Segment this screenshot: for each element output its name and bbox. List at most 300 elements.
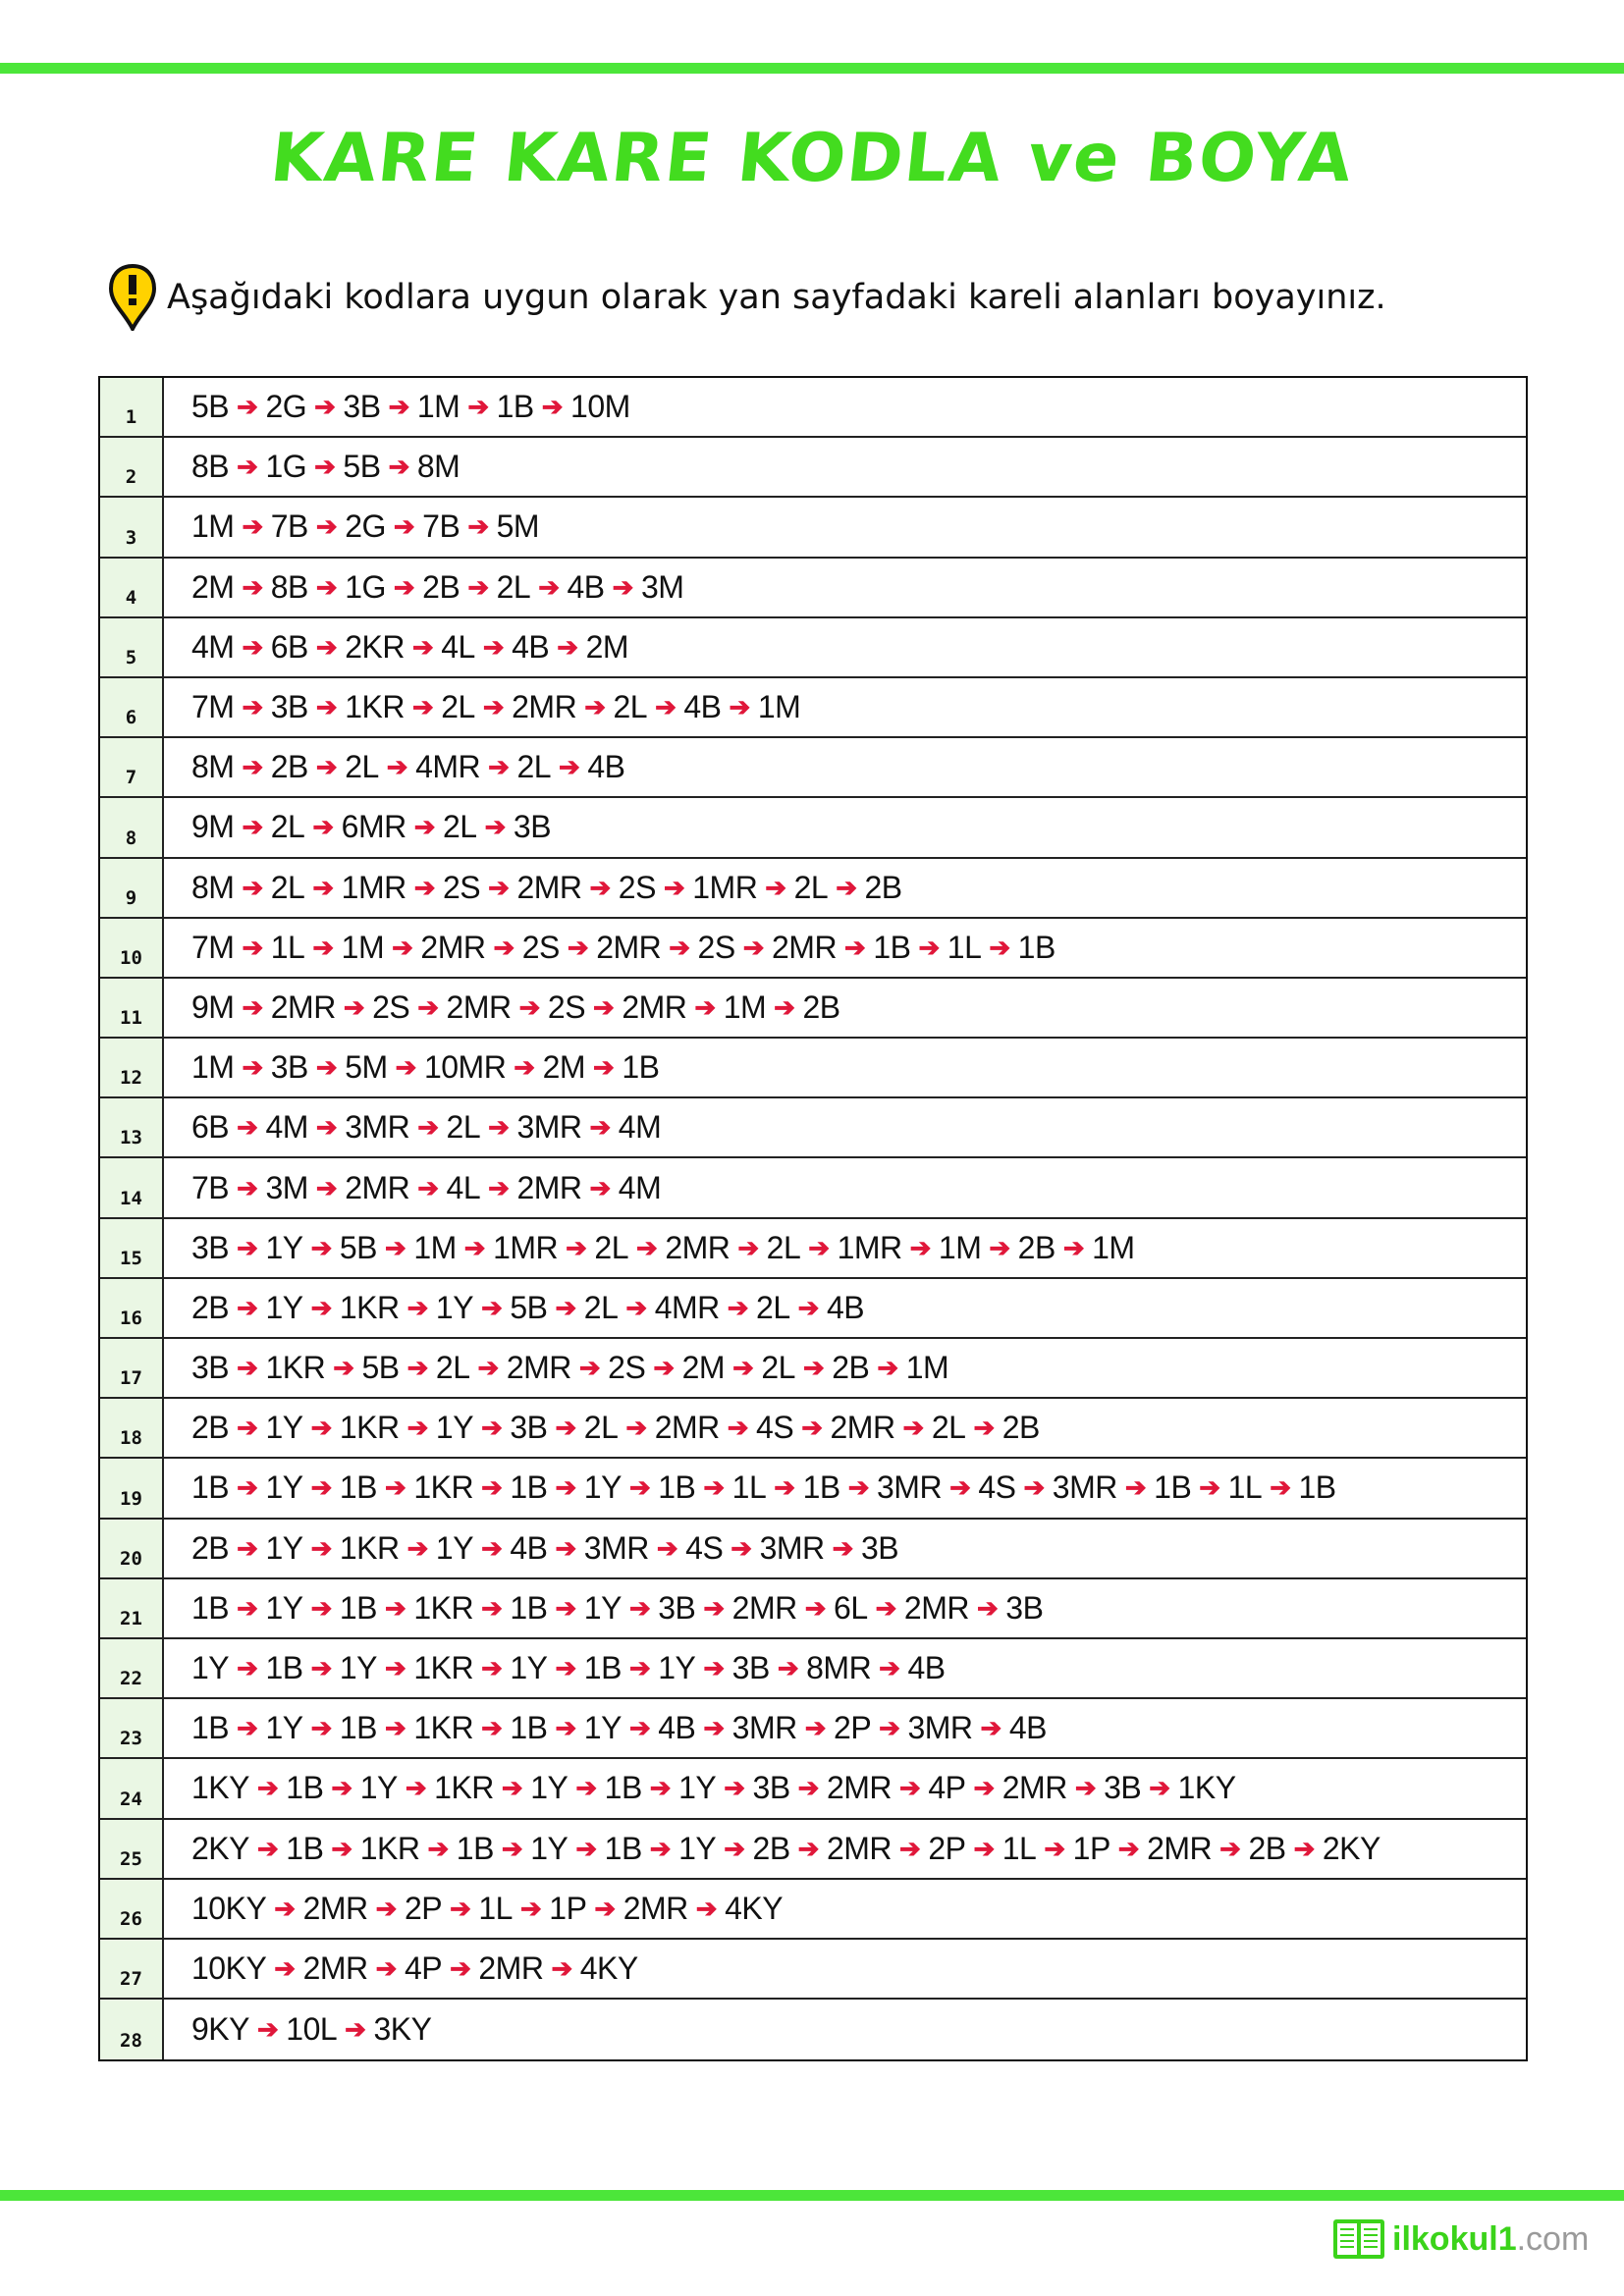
arrow-right-icon: ➔	[481, 1653, 503, 1683]
arrow-right-icon: ➔	[1124, 1472, 1147, 1503]
arrow-right-icon: ➔	[1149, 1773, 1170, 1803]
code-item: 1Y	[435, 1289, 474, 1325]
arrow-right-icon: ➔	[242, 1052, 263, 1083]
arrow-right-icon: ➔	[656, 1532, 678, 1563]
code-sequence	[164, 1279, 1526, 1337]
arrow-right-icon: ➔	[727, 1413, 749, 1443]
code-sequence	[164, 378, 1526, 436]
code-item: 2B	[191, 1410, 230, 1446]
code-item: 10KY	[191, 1949, 267, 1986]
arrow-right-icon: ➔	[555, 1472, 576, 1503]
table-row	[100, 798, 1526, 858]
arrow-right-icon: ➔	[1199, 1472, 1220, 1503]
code-item: 3B	[191, 1229, 230, 1265]
code-item: 4B	[1008, 1710, 1047, 1746]
arrow-right-icon: ➔	[314, 452, 336, 482]
code-item: 4KY	[579, 1949, 638, 1986]
row-number: 10	[100, 919, 164, 977]
code-item: 2KY	[1322, 1830, 1380, 1866]
code-item: 3MR	[345, 1109, 410, 1146]
table-row	[100, 919, 1526, 979]
arrow-right-icon: ➔	[406, 1413, 428, 1443]
arrow-right-icon: ➔	[653, 1353, 675, 1383]
arrow-right-icon: ➔	[242, 752, 263, 782]
code-item: 2MR	[623, 1890, 688, 1926]
code-item: 5B	[361, 1350, 400, 1386]
row-number: 13	[100, 1098, 164, 1156]
code-item: 1Y	[359, 1770, 398, 1806]
arrow-right-icon: ➔	[557, 631, 578, 662]
code-item: 2B	[1001, 1410, 1040, 1446]
code-item: 2S	[443, 869, 481, 905]
arrow-right-icon: ➔	[703, 1472, 725, 1503]
arrow-right-icon: ➔	[844, 932, 866, 962]
arrow-right-icon: ➔	[593, 991, 615, 1022]
arrow-right-icon: ➔	[393, 571, 415, 602]
code-sequence	[164, 979, 1526, 1037]
code-item: 3MR	[731, 1710, 797, 1746]
arrow-right-icon: ➔	[481, 1592, 503, 1623]
code-item: 3B	[658, 1589, 696, 1626]
code-item: 1B	[456, 1830, 494, 1866]
code-item: 4L	[446, 1169, 481, 1205]
code-item: 8B	[191, 449, 230, 485]
code-item: 1M	[191, 508, 235, 545]
code-item: 2B	[752, 1830, 790, 1866]
row-number: 26	[100, 1880, 164, 1938]
code-item: 3B	[860, 1529, 899, 1566]
arrow-right-icon: ➔	[625, 1413, 647, 1443]
code-item: 2S	[372, 988, 410, 1025]
code-item: 2L	[446, 1109, 481, 1146]
code-item: 2MR	[446, 988, 512, 1025]
arrow-right-icon: ➔	[237, 1353, 258, 1383]
code-item: 2L	[496, 568, 531, 605]
code-sequence	[164, 438, 1526, 496]
code-item: 8MR	[806, 1650, 872, 1686]
code-item: 1KR	[413, 1469, 474, 1506]
code-sequence	[164, 1699, 1526, 1757]
code-item: 2L	[793, 869, 829, 905]
code-item: 7B	[191, 1169, 230, 1205]
code-item: 1L	[947, 929, 982, 965]
arrow-right-icon: ➔	[242, 932, 263, 962]
table-row	[100, 1399, 1526, 1459]
code-item: 1KR	[359, 1830, 420, 1866]
arrow-right-icon: ➔	[481, 1532, 503, 1563]
arrow-right-icon: ➔	[345, 2014, 366, 2045]
arrow-right-icon: ➔	[484, 812, 506, 842]
code-item: 3B	[270, 1049, 308, 1086]
arrow-right-icon: ➔	[310, 1713, 332, 1743]
table-row	[100, 1639, 1526, 1699]
arrow-right-icon: ➔	[375, 1952, 397, 1983]
arrow-right-icon: ➔	[628, 1713, 651, 1743]
code-item: 2B	[270, 749, 308, 785]
row-number: 9	[100, 859, 164, 917]
code-item: 2B	[802, 988, 840, 1025]
code-item: 1M	[1092, 1229, 1135, 1265]
arrow-right-icon: ➔	[481, 1292, 503, 1322]
code-item: 2S	[547, 988, 586, 1025]
arrow-right-icon: ➔	[467, 392, 489, 422]
code-item: 3MR	[583, 1529, 649, 1566]
code-item: 1B	[1154, 1469, 1192, 1506]
arrow-right-icon: ➔	[973, 1773, 995, 1803]
arrow-right-icon: ➔	[463, 1232, 486, 1262]
code-item: 1KY	[191, 1770, 249, 1806]
code-item: 1KR	[339, 1410, 400, 1446]
row-number: 22	[100, 1639, 164, 1697]
arrow-right-icon: ➔	[274, 1952, 296, 1983]
arrow-right-icon: ➔	[976, 1592, 999, 1623]
arrow-right-icon: ➔	[737, 1232, 759, 1262]
arrow-right-icon: ➔	[242, 692, 263, 722]
code-item: 10M	[570, 389, 630, 425]
arrow-right-icon: ➔	[669, 932, 690, 962]
arrow-right-icon: ➔	[385, 1653, 406, 1683]
code-item: 2MR	[302, 1890, 368, 1926]
arrow-right-icon: ➔	[242, 511, 263, 542]
arrow-right-icon: ➔	[256, 1773, 279, 1803]
code-item: 4MR	[654, 1289, 720, 1325]
code-item: 1M	[191, 1049, 235, 1086]
row-number: 3	[100, 498, 164, 556]
code-item: 2P	[834, 1710, 872, 1746]
arrow-right-icon: ➔	[555, 1653, 576, 1683]
arrow-right-icon: ➔	[724, 1833, 745, 1863]
code-item: 2MR	[516, 869, 582, 905]
arrow-right-icon: ➔	[804, 1713, 827, 1743]
code-item: 3KY	[373, 2011, 432, 2048]
code-item: 1Y	[265, 1289, 303, 1325]
code-item: 1B	[339, 1710, 378, 1746]
code-sequence	[164, 1520, 1526, 1577]
code-sequence	[164, 618, 1526, 676]
arrow-right-icon: ➔	[612, 571, 633, 602]
arrow-right-icon: ➔	[594, 1893, 616, 1923]
arrow-right-icon: ➔	[804, 1592, 827, 1623]
code-item: 1MR	[692, 869, 758, 905]
code-item: 1L	[1001, 1830, 1037, 1866]
arrow-right-icon: ➔	[242, 812, 263, 842]
code-item: 2L	[516, 749, 552, 785]
code-sequence	[164, 1039, 1526, 1096]
code-item: 4B	[567, 568, 605, 605]
arrow-right-icon: ➔	[518, 991, 540, 1022]
arrow-right-icon: ➔	[237, 1532, 258, 1563]
arrow-right-icon: ➔	[555, 1292, 576, 1322]
arrow-right-icon: ➔	[315, 692, 338, 722]
code-item: 2L	[435, 1350, 470, 1386]
code-item: 1Y	[265, 1229, 303, 1265]
code-item: 4L	[441, 628, 475, 665]
code-item: 4B	[512, 628, 550, 665]
arrow-right-icon: ➔	[237, 1653, 258, 1683]
row-number: 11	[100, 979, 164, 1037]
code-item: 1KR	[413, 1650, 474, 1686]
arrow-right-icon: ➔	[589, 1172, 611, 1202]
arrow-right-icon: ➔	[467, 571, 489, 602]
arrow-right-icon: ➔	[256, 2014, 279, 2045]
code-item: 2MR	[654, 1410, 720, 1446]
arrow-right-icon: ➔	[797, 1292, 819, 1322]
code-item: 4M	[265, 1109, 308, 1146]
row-number: 21	[100, 1579, 164, 1637]
arrow-right-icon: ➔	[703, 1713, 725, 1743]
arrow-right-icon: ➔	[315, 511, 338, 542]
table-row	[100, 1520, 1526, 1579]
arrow-right-icon: ➔	[315, 631, 338, 662]
code-item: 1KR	[345, 689, 405, 725]
code-item: 2B	[832, 1350, 870, 1386]
arrow-right-icon: ➔	[628, 1653, 651, 1683]
arrow-right-icon: ➔	[519, 1893, 542, 1923]
arrow-right-icon: ➔	[385, 1592, 406, 1623]
code-item: 2L	[766, 1229, 801, 1265]
code-item: 1B	[510, 1469, 548, 1506]
code-item: 4M	[618, 1169, 662, 1205]
row-number: 12	[100, 1039, 164, 1096]
code-item: 1KY	[1177, 1770, 1236, 1806]
code-item: 2G	[345, 508, 386, 545]
arrow-right-icon: ➔	[802, 1353, 825, 1383]
code-item: 2L	[345, 749, 379, 785]
instruction-text: Aşağıdaki kodlara uygun olarak yan sayfadaki kareli alanları boyayınız.	[167, 278, 1386, 317]
code-item: 2MR	[516, 1169, 582, 1205]
code-item: 8M	[416, 449, 460, 485]
arrow-right-icon: ➔	[1270, 1472, 1291, 1503]
arrow-right-icon: ➔	[467, 511, 489, 542]
arrow-right-icon: ➔	[411, 631, 434, 662]
row-number: 4	[100, 559, 164, 616]
arrow-right-icon: ➔	[413, 872, 435, 902]
code-item: 4B	[510, 1529, 548, 1566]
table-row	[100, 498, 1526, 558]
code-item: 3MR	[877, 1469, 943, 1506]
code-item: 2MR	[478, 1949, 544, 1986]
arrow-right-icon: ➔	[899, 1833, 921, 1863]
code-item: 4P	[404, 1949, 443, 1986]
arrow-right-icon: ➔	[481, 1413, 503, 1443]
arrow-right-icon: ➔	[559, 752, 580, 782]
code-item: 1B	[510, 1589, 548, 1626]
arrow-right-icon: ➔	[417, 1112, 439, 1143]
code-item: 1KR	[339, 1289, 400, 1325]
table-row	[100, 1158, 1526, 1218]
arrow-right-icon: ➔	[655, 692, 677, 722]
code-item: 7B	[270, 508, 308, 545]
code-item: 1P	[549, 1890, 587, 1926]
code-item: 3MR	[516, 1109, 582, 1146]
row-number: 16	[100, 1279, 164, 1337]
arrow-right-icon: ➔	[450, 1952, 471, 1983]
table-row	[100, 1880, 1526, 1940]
arrow-right-icon: ➔	[742, 932, 764, 962]
code-item: 2MR	[270, 988, 336, 1025]
arrow-right-icon: ➔	[501, 1773, 523, 1803]
arrow-right-icon: ➔	[989, 1232, 1010, 1262]
code-item: 1B	[1017, 929, 1056, 965]
page-title: KARE KARE KODLA ve BOYA	[266, 120, 1358, 197]
code-item: 1M	[938, 1229, 982, 1265]
code-item: 2L	[583, 1410, 619, 1446]
arrow-right-icon: ➔	[731, 1532, 752, 1563]
arrow-right-icon: ➔	[973, 1413, 995, 1443]
code-sequence	[164, 1820, 1526, 1878]
arrow-right-icon: ➔	[242, 631, 263, 662]
code-item: 2MR	[622, 988, 687, 1025]
table-row	[100, 1759, 1526, 1819]
arrow-right-icon: ➔	[405, 1773, 427, 1803]
table-row	[100, 979, 1526, 1039]
arrow-right-icon: ➔	[555, 1532, 576, 1563]
warning-pin-icon	[108, 264, 157, 331]
arrow-right-icon: ➔	[909, 1232, 931, 1262]
code-item: 2MR	[1147, 1830, 1213, 1866]
arrow-right-icon: ➔	[501, 1833, 523, 1863]
arrow-right-icon: ➔	[918, 932, 940, 962]
arrow-right-icon: ➔	[774, 1472, 795, 1503]
table-row	[100, 1039, 1526, 1098]
code-item: 2MR	[302, 1949, 368, 1986]
arrow-right-icon: ➔	[836, 872, 857, 902]
code-item: 1M	[413, 1229, 457, 1265]
table-row	[100, 378, 1526, 438]
code-item: 1B	[191, 1710, 230, 1746]
code-item: 1B	[1298, 1469, 1336, 1506]
arrow-right-icon: ➔	[427, 1833, 449, 1863]
code-item: 1B	[191, 1469, 230, 1506]
code-item: 1B	[510, 1710, 548, 1746]
arrow-right-icon: ➔	[493, 932, 514, 962]
code-sequence	[164, 1339, 1526, 1397]
code-item: 2M	[585, 628, 629, 665]
arrow-right-icon: ➔	[315, 1172, 338, 1202]
code-item: 2M	[681, 1350, 726, 1386]
code-item: 4B	[826, 1289, 865, 1325]
code-sequence	[164, 919, 1526, 977]
code-item: 1Y	[678, 1830, 717, 1866]
arrow-right-icon: ➔	[482, 631, 505, 662]
arrow-right-icon: ➔	[801, 1413, 823, 1443]
code-item: 6L	[834, 1589, 868, 1626]
code-sequence	[164, 1759, 1526, 1817]
arrow-right-icon: ➔	[729, 692, 750, 722]
code-item: 2M	[191, 568, 235, 605]
arrow-right-icon: ➔	[625, 1292, 647, 1322]
code-item: 1KR	[413, 1589, 474, 1626]
code-item: 1Y	[265, 1469, 303, 1506]
row-number: 23	[100, 1699, 164, 1757]
code-item: 1Y	[339, 1650, 378, 1686]
table-row	[100, 1279, 1526, 1339]
table-row	[100, 1339, 1526, 1399]
code-item: 2MR	[903, 1589, 969, 1626]
arrow-right-icon: ➔	[331, 1773, 352, 1803]
top-divider	[0, 63, 1624, 74]
code-item: 2B	[191, 1529, 230, 1566]
code-item: 3MR	[759, 1529, 825, 1566]
code-item: 1B	[339, 1589, 378, 1626]
code-item: 1M	[757, 689, 801, 725]
code-sequence	[164, 1639, 1526, 1697]
code-item: 4B	[683, 689, 722, 725]
code-item: 2S	[608, 1350, 646, 1386]
code-item: 2P	[404, 1890, 443, 1926]
arrow-right-icon: ➔	[949, 1472, 971, 1503]
code-item: 3B	[513, 809, 552, 845]
arrow-right-icon: ➔	[395, 1052, 416, 1083]
code-item: 2S	[697, 929, 735, 965]
code-item: 1B	[496, 389, 534, 425]
code-item: 8M	[191, 749, 235, 785]
arrow-right-icon: ➔	[310, 1532, 332, 1563]
arrow-right-icon: ➔	[237, 1413, 258, 1443]
arrow-right-icon: ➔	[315, 1112, 338, 1143]
code-item: 3B	[731, 1650, 770, 1686]
arrow-right-icon: ➔	[777, 1653, 799, 1683]
table-row	[100, 618, 1526, 678]
code-item: 4KY	[725, 1890, 784, 1926]
arrow-right-icon: ➔	[514, 1052, 535, 1083]
table-row	[100, 1579, 1526, 1639]
code-item: 1P	[1072, 1830, 1110, 1866]
arrow-right-icon: ➔	[237, 1592, 258, 1623]
code-item: 2S	[521, 929, 560, 965]
code-item: 3B	[510, 1410, 548, 1446]
arrow-right-icon: ➔	[1219, 1833, 1241, 1863]
arrow-right-icon: ➔	[450, 1893, 471, 1923]
code-item: 1L	[731, 1469, 767, 1506]
code-item: 2B	[1248, 1830, 1286, 1866]
code-item: 4S	[756, 1410, 794, 1446]
code-item: 1Y	[678, 1770, 717, 1806]
arrow-right-icon: ➔	[765, 872, 786, 902]
row-number: 18	[100, 1399, 164, 1457]
code-table	[98, 376, 1528, 2061]
logo-suffix: .com	[1516, 2219, 1590, 2258]
arrow-right-icon: ➔	[575, 1773, 597, 1803]
arrow-right-icon: ➔	[406, 1353, 428, 1383]
arrow-right-icon: ➔	[481, 1713, 503, 1743]
arrow-right-icon: ➔	[551, 1952, 572, 1983]
arrow-right-icon: ➔	[628, 1592, 651, 1623]
code-item: 4S	[978, 1469, 1016, 1506]
arrow-right-icon: ➔	[312, 872, 334, 902]
table-row	[100, 1940, 1526, 2000]
arrow-right-icon: ➔	[774, 991, 795, 1022]
code-sequence	[164, 1579, 1526, 1637]
code-item: 5M	[345, 1049, 388, 1086]
arrow-right-icon: ➔	[477, 1353, 499, 1383]
arrow-right-icon: ➔	[237, 392, 258, 422]
arrow-right-icon: ➔	[310, 1592, 332, 1623]
code-item: 4S	[685, 1529, 724, 1566]
code-item: 1B	[286, 1770, 324, 1806]
code-item: 1G	[265, 449, 307, 485]
code-item: 1B	[658, 1469, 696, 1506]
arrow-right-icon: ➔	[727, 1292, 749, 1322]
arrow-right-icon: ➔	[310, 1232, 332, 1262]
row-number: 5	[100, 618, 164, 676]
code-item: 2M	[542, 1049, 586, 1086]
code-item: 3B	[343, 389, 381, 425]
arrow-right-icon: ➔	[980, 1713, 1001, 1743]
arrow-right-icon: ➔	[406, 1292, 428, 1322]
code-sequence	[164, 2000, 1526, 2059]
code-item: 8M	[191, 869, 235, 905]
